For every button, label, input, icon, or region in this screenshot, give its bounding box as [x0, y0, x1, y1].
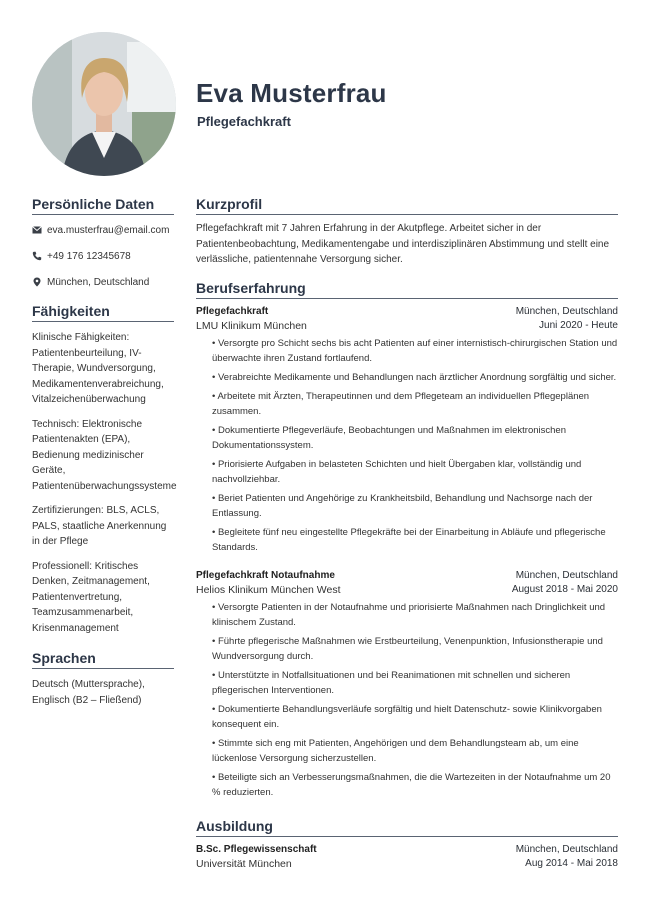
skill-item: Zertifizierungen: BLS, ACLS, PALS, staatliche Anerkennung in der Pflege [32, 505, 167, 547]
skills-heading: Fähigkeiten [32, 303, 174, 322]
location-contact [32, 275, 174, 289]
bullet-item: • Verabreichte Medikamente und Behandlungen nach ärztlicher Anordnung sorgfältig und sicher. [212, 370, 618, 385]
profile-text: Pflegefachkraft mit 7 Jahren Erfahrung in der Akutpflege. Arbeitet sicher in der Patientenbeobachtung, Medikamentengabe und interdisziplinären Abstimmung und stellt eine verlässliche, patientennahe Versorgung sicher. [196, 223, 610, 265]
job-title: Pflegefachkraft [196, 305, 269, 317]
location-text: München, Deutschland [47, 276, 150, 288]
job-location: München, Deutschland [515, 305, 618, 317]
education-period: Aug 2014 - Mai 2018 [525, 857, 618, 869]
bullet-item: • Unterstützte in Notfallsituationen und bei Reanimationen mit schnellen und sicheren pflegerischen Interventionen. [212, 668, 618, 698]
job-entry [196, 569, 618, 800]
candidate-role: Pflegefachkraft [197, 114, 291, 129]
job-bullets [196, 600, 618, 800]
phone-icon [32, 251, 42, 261]
bullet-item: • Beriet Patienten und Angehörige zu Krankheitsbild, Behandlung und Nachsorge nach der Entlassung. [212, 491, 618, 521]
email-text: eva.musterfrau@email.com [47, 224, 170, 236]
personal-data-heading: Persönliche Daten [32, 196, 174, 215]
education-location: München, Deutschland [515, 843, 618, 855]
skill-item: Technisch: Elektronische Patientenakten (EPA), Bedienung medizinischer Geräte, Patientenüberwachungssysteme [32, 418, 177, 492]
bullet-item: • Arbeitete mit Ärzten, Therapeutinnen und dem Pflegeteam an individuellen Pflegeplänen zusammen. [212, 389, 618, 419]
languages-text: Deutsch (Muttersprache), Englisch (B2 – Fließend) [32, 679, 145, 706]
school-name: Universität München [196, 857, 292, 870]
education-heading: Ausbildung [196, 818, 618, 837]
bullet-item: • Beteiligte sich an Verbesserungsmaßnahmen, die die Wartezeiten in der Notaufnahme um 20 % reduzierten. [212, 770, 618, 800]
left-column [32, 196, 177, 717]
phone-contact [32, 249, 174, 263]
job-company: LMU Klinikum München [196, 319, 307, 332]
job-period: Juni 2020 - Heute [539, 319, 618, 331]
bullet-item: • Dokumentierte Behandlungsverläufe sorgfältig und hielt Datenschutz- sowie Klinikvorgaben konsequent ein. [212, 702, 618, 732]
phone-text: +49 176 12345678 [47, 250, 131, 262]
bullet-item: • Begleitete fünf neu eingestellte Pflegekräfte bei der Einarbeitung in Abläufe und pflegerische Standards. [212, 525, 618, 555]
experience-heading: Berufserfahrung [196, 280, 618, 299]
profile-photo [32, 32, 176, 176]
job-entry [196, 305, 618, 555]
bullet-item: • Stimmte sich eng mit Patienten, Angehörigen und dem Behandlungsteam ab, um eine lückenlose Versorgung sicherzustellen. [212, 736, 618, 766]
job-title: Pflegefachkraft Notaufnahme [196, 569, 335, 581]
degree-title: B.Sc. Pflegewissenschaft [196, 843, 317, 855]
bullet-item: • Führte pflegerische Maßnahmen wie Erstbeurteilung, Venenpunktion, Infusionstherapie und Wundversorgung durch. [212, 634, 618, 664]
job-period: August 2018 - Mai 2020 [511, 583, 618, 595]
job-company: Helios Klinikum München West [196, 583, 341, 596]
location-pin-icon [32, 277, 42, 287]
bullet-item: • Priorisierte Aufgaben in belasteten Schichten und hielt Übergaben klar, vollständig und nachvollziehbar. [212, 457, 618, 487]
skill-item: Klinische Fähigkeiten: Patientenbeurteilung, IV-Therapie, Wundversorgung, Medikamentenverabreichung, Vitalzeichenüberwachung [32, 332, 164, 405]
candidate-name: Eva Musterfrau [196, 78, 387, 108]
mail-icon [32, 225, 42, 235]
job-location: München, Deutschland [515, 569, 618, 581]
bullet-item: • Dokumentierte Pflegeverläufe, Beobachtungen und Maßnahmen im elektronischen Dokumentationssystem. [212, 423, 618, 453]
bullet-item: • Versorgte Patienten in der Notaufnahme und priorisierte Maßnahmen nach Dringlichkeit und klinischem Zustand. [212, 600, 618, 630]
education-entry [196, 843, 618, 871]
email-contact [32, 223, 174, 237]
bullet-item: • Versorgte pro Schicht sechs bis acht Patienten auf einer internistisch-chirurgischen Station und überwachte ihren Zustand fortlaufend. [212, 336, 618, 366]
right-column [196, 196, 618, 871]
languages-heading: Sprachen [32, 650, 174, 669]
job-bullets [196, 336, 618, 555]
skill-item: Professionell: Kritisches Denken, Zeitmanagement, Patientenvertretung, Teamzusammenarbeit, Krisenmanagement [32, 560, 150, 634]
profile-heading: Kurzprofil [196, 196, 618, 215]
